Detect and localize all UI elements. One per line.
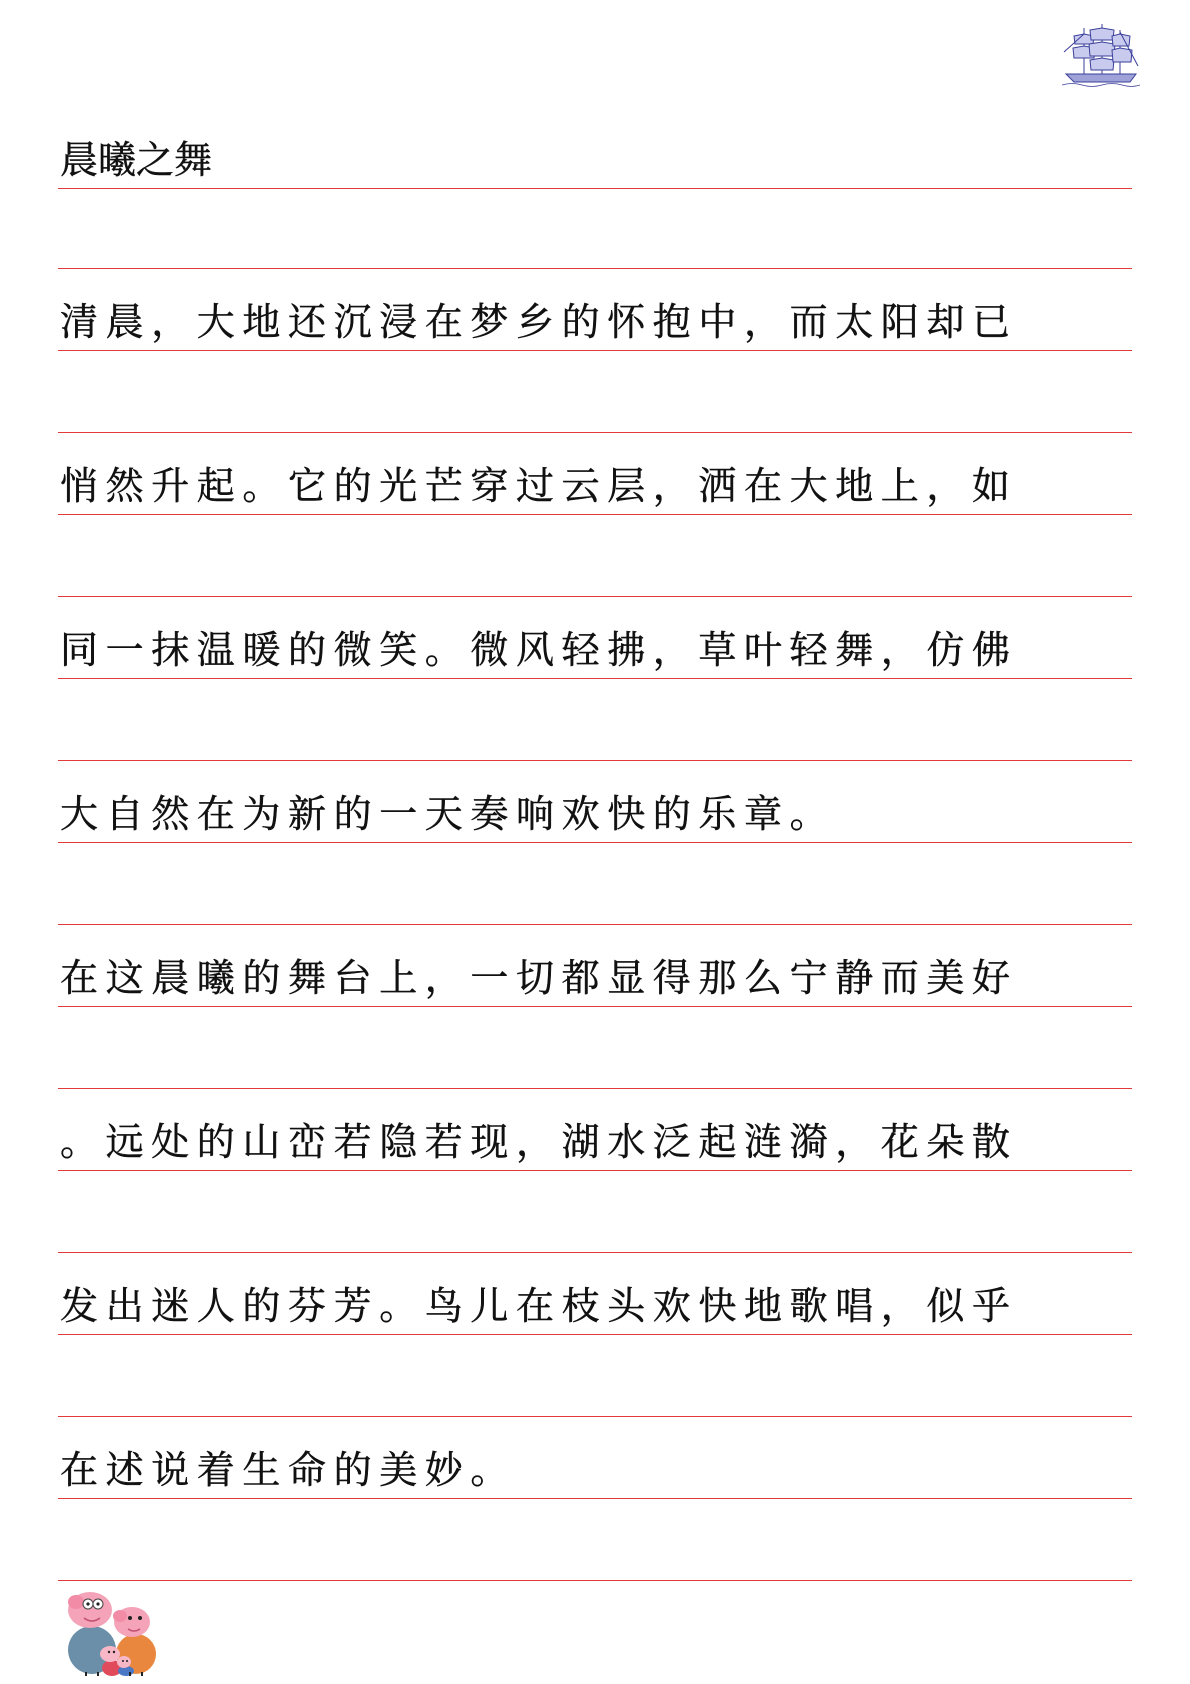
ruled-line	[58, 1334, 1132, 1335]
pig-family-illustration	[60, 1572, 164, 1676]
ruled-line	[58, 1006, 1132, 1007]
ruled-line	[58, 188, 1132, 189]
ruled-line	[58, 678, 1132, 679]
text-line-3: 同一抹温暖的微笑。微风轻拂，草叶轻舞，仿佛	[60, 628, 1018, 672]
ruled-line	[58, 596, 1132, 597]
ruled-line	[58, 1580, 1132, 1581]
ruled-line	[58, 1416, 1132, 1417]
text-line-2: 悄然升起。它的光芒穿过云层，洒在大地上，如	[60, 464, 1018, 508]
ruled-line	[58, 432, 1132, 433]
ruled-line	[58, 1252, 1132, 1253]
ruled-line	[58, 514, 1132, 515]
sailing-ship-icon	[1062, 22, 1140, 90]
ruled-line	[58, 350, 1132, 351]
text-line-1: 清晨，大地还沉浸在梦乡的怀抱中，而太阳却已	[60, 300, 1018, 344]
text-line-5: 在这晨曦的舞台上，一切都显得那么宁静而美好	[60, 956, 1018, 1000]
ruled-line	[58, 842, 1132, 843]
ruled-line	[58, 1498, 1132, 1499]
text-line-7: 发出迷人的芬芳。鸟儿在枝头欢快地歌唱，似乎	[60, 1284, 1018, 1328]
ruled-line	[58, 1088, 1132, 1089]
ruled-line	[58, 924, 1132, 925]
text-line-6: 。远处的山峦若隐若现，湖水泛起涟漪，花朵散	[60, 1120, 1018, 1164]
document-title: 晨曦之舞	[60, 138, 213, 182]
ruled-line	[58, 760, 1132, 761]
ruled-line	[58, 268, 1132, 269]
ruled-line	[58, 1170, 1132, 1171]
text-line-8: 在述说着生命的美妙。	[60, 1448, 517, 1492]
text-line-4: 大自然在为新的一天奏响欢快的乐章。	[60, 792, 836, 836]
